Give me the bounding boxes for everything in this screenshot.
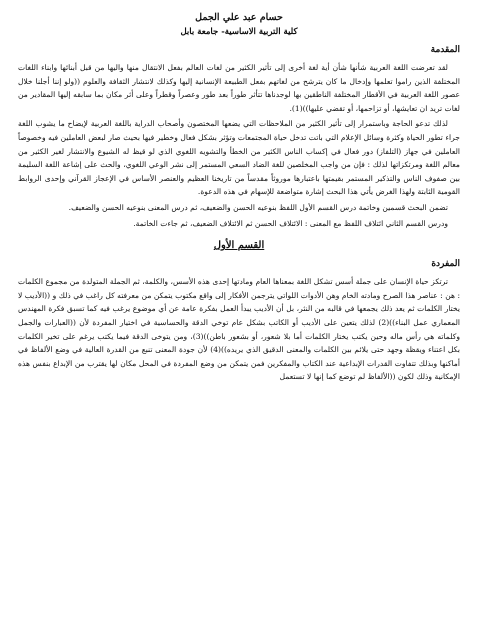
vocab-paragraph-1: ترتكز حياة الإنسان على جملة أسس تشكل اللغة بمعناها العام ومادتها إحدى هذه الأسس، والكلمة، ثم الجملة المتولدة من مجموع الكلمات : هن : عناصر هذا الصرح ومادته الخام وهن الأدوات اللواتي يترجمن الأفكار إلى واقع مكتوب يتمكن من معرفته كل راغب في ذلك و ((الأديب لا يختار الكلمات ثم يعد ذلك يجمعها في قالبه من النثر، بل أن الأديب يبدأ العمل بفكرة عامة عن أي موضوع يرغب فيه كما تسبق فكرة المهندس المعماري عمل البناء))(2) لذلك يتعين على الأديب أو الكاتب بشكل عام توخي الدقة والحساسية في اختيار المفردة لأن ((العبارات والجمل وكلماته هي رأس ماله وحين يكتب يختار الكلمات أما بلا شعور، أو بشعور باطن))(3)، ومن يتوخى الدقة فيما يكتب يرغم على تخير الكلمات بكل اعتناء ويقظة وجهد حتى يلائم بين الكلمات والمعنى الدقيق الذي يريده))(4) لأن جودة المعنى تنبع من القدرة العالية في وضع الألفاظ في أماكنها وبذلك تتفاوت القدرات الإبداعية عند الكتاب والمفكرين فمن يتمكن من وضع المفردة في المحل مكان لها يقترب من الإبداع بنفس هذه الإمكانية وذلك لكون ((الألفاظ لم توضع كما إنها لا تستعمل bbox=[18, 277, 461, 382]
intro-heading: المقدمة bbox=[430, 45, 460, 55]
author-affiliation: كلية التربية الاساسية- جامعة بابل bbox=[180, 27, 298, 37]
author-name: حسام عبد علي الجمل bbox=[195, 12, 283, 23]
intro-paragraph-2: لذلك تدعو الحاجة وباستمرار إلى تأثير الكثير من الملاحظات التي يضعها المختصون وأصحاب الدراية باللغة العربية لإيضاح ما يشوب اللغة جراء تطور الحياة وكثرة وسائل الإعلام التي باتت تدخل حياة المجتمعات وتؤثر بشكل فعال وخطير فيها بحيث صار لبعض العاملين فيه وخصوصاً العاملين في جهاز (التلفاز) دور فعال في إكساب الناس الكثير من الخطأ والتشويه اللغوي الذي لو قيظ له الشيوع والانتشار لغير الكثير من معالم اللغة ومرتكزاتها لذلك : فإن من واجب المخلصين للغة الضاد السعي المستمر إلى نشر الوعي اللغوي، والحث على إشاعة اللغة السليمة بين صفوف الناس والتذكير المستمر بقيمتها باعتبارها موروثاً مقدساً من تاريخنا العظيم والعنصر الأساس في الإعجاز القرآني وإحدى الروابط القومية الثابتة ولهذا الغرض يأتي هذا البحث إشارة متواضعة للإسهام في هذه الدعوة. bbox=[18, 119, 460, 197]
part1-heading: القسم الأول bbox=[213, 240, 265, 252]
vocab-heading: المفردة bbox=[431, 259, 460, 270]
intro-paragraph-1: لقد تعرضت اللغة العربية شأنها شأن أية لغة أخرى إلى تأثير الكثير من لغات العالم بفعل الانتقال منها واليها من قبل أبنائها وابناء اللغات المختلفة الذين راموا تعلمها وإدخال ما كان يترشح من لغاتهم بفعل الطبيعة الإنسانية إليها وكذلك لانتشار الثقافة والعلوم ((ولو إننا أجلنا خلال عصور اللغة العربية في الأقطار المختلفة الناطقين بها لوجدناها تتأثر طوراً بعد طور وعصراً وقطراً وعلى أثر مكان بما سابقه إليها المقادير من لغات تريد ان تعايشها، أو تزاحمها، أو تقضي عليها))(1). bbox=[18, 63, 460, 113]
intro-paragraph-3: تضمن البحث قسمين وخاتمة درس القسم الأول اللفظ بنوعيه الحسن والضعيف، ثم درس المعنى بنوعيه الحسن والضعيف. bbox=[68, 202, 448, 212]
intro-paragraph-4: ودرس القسم الثاني ائتلاف اللفظ مع المعنى : الائتلاف الحسن ثم الائتلاف الضعيف، ثم جاءت الخاتمة. bbox=[133, 218, 448, 228]
